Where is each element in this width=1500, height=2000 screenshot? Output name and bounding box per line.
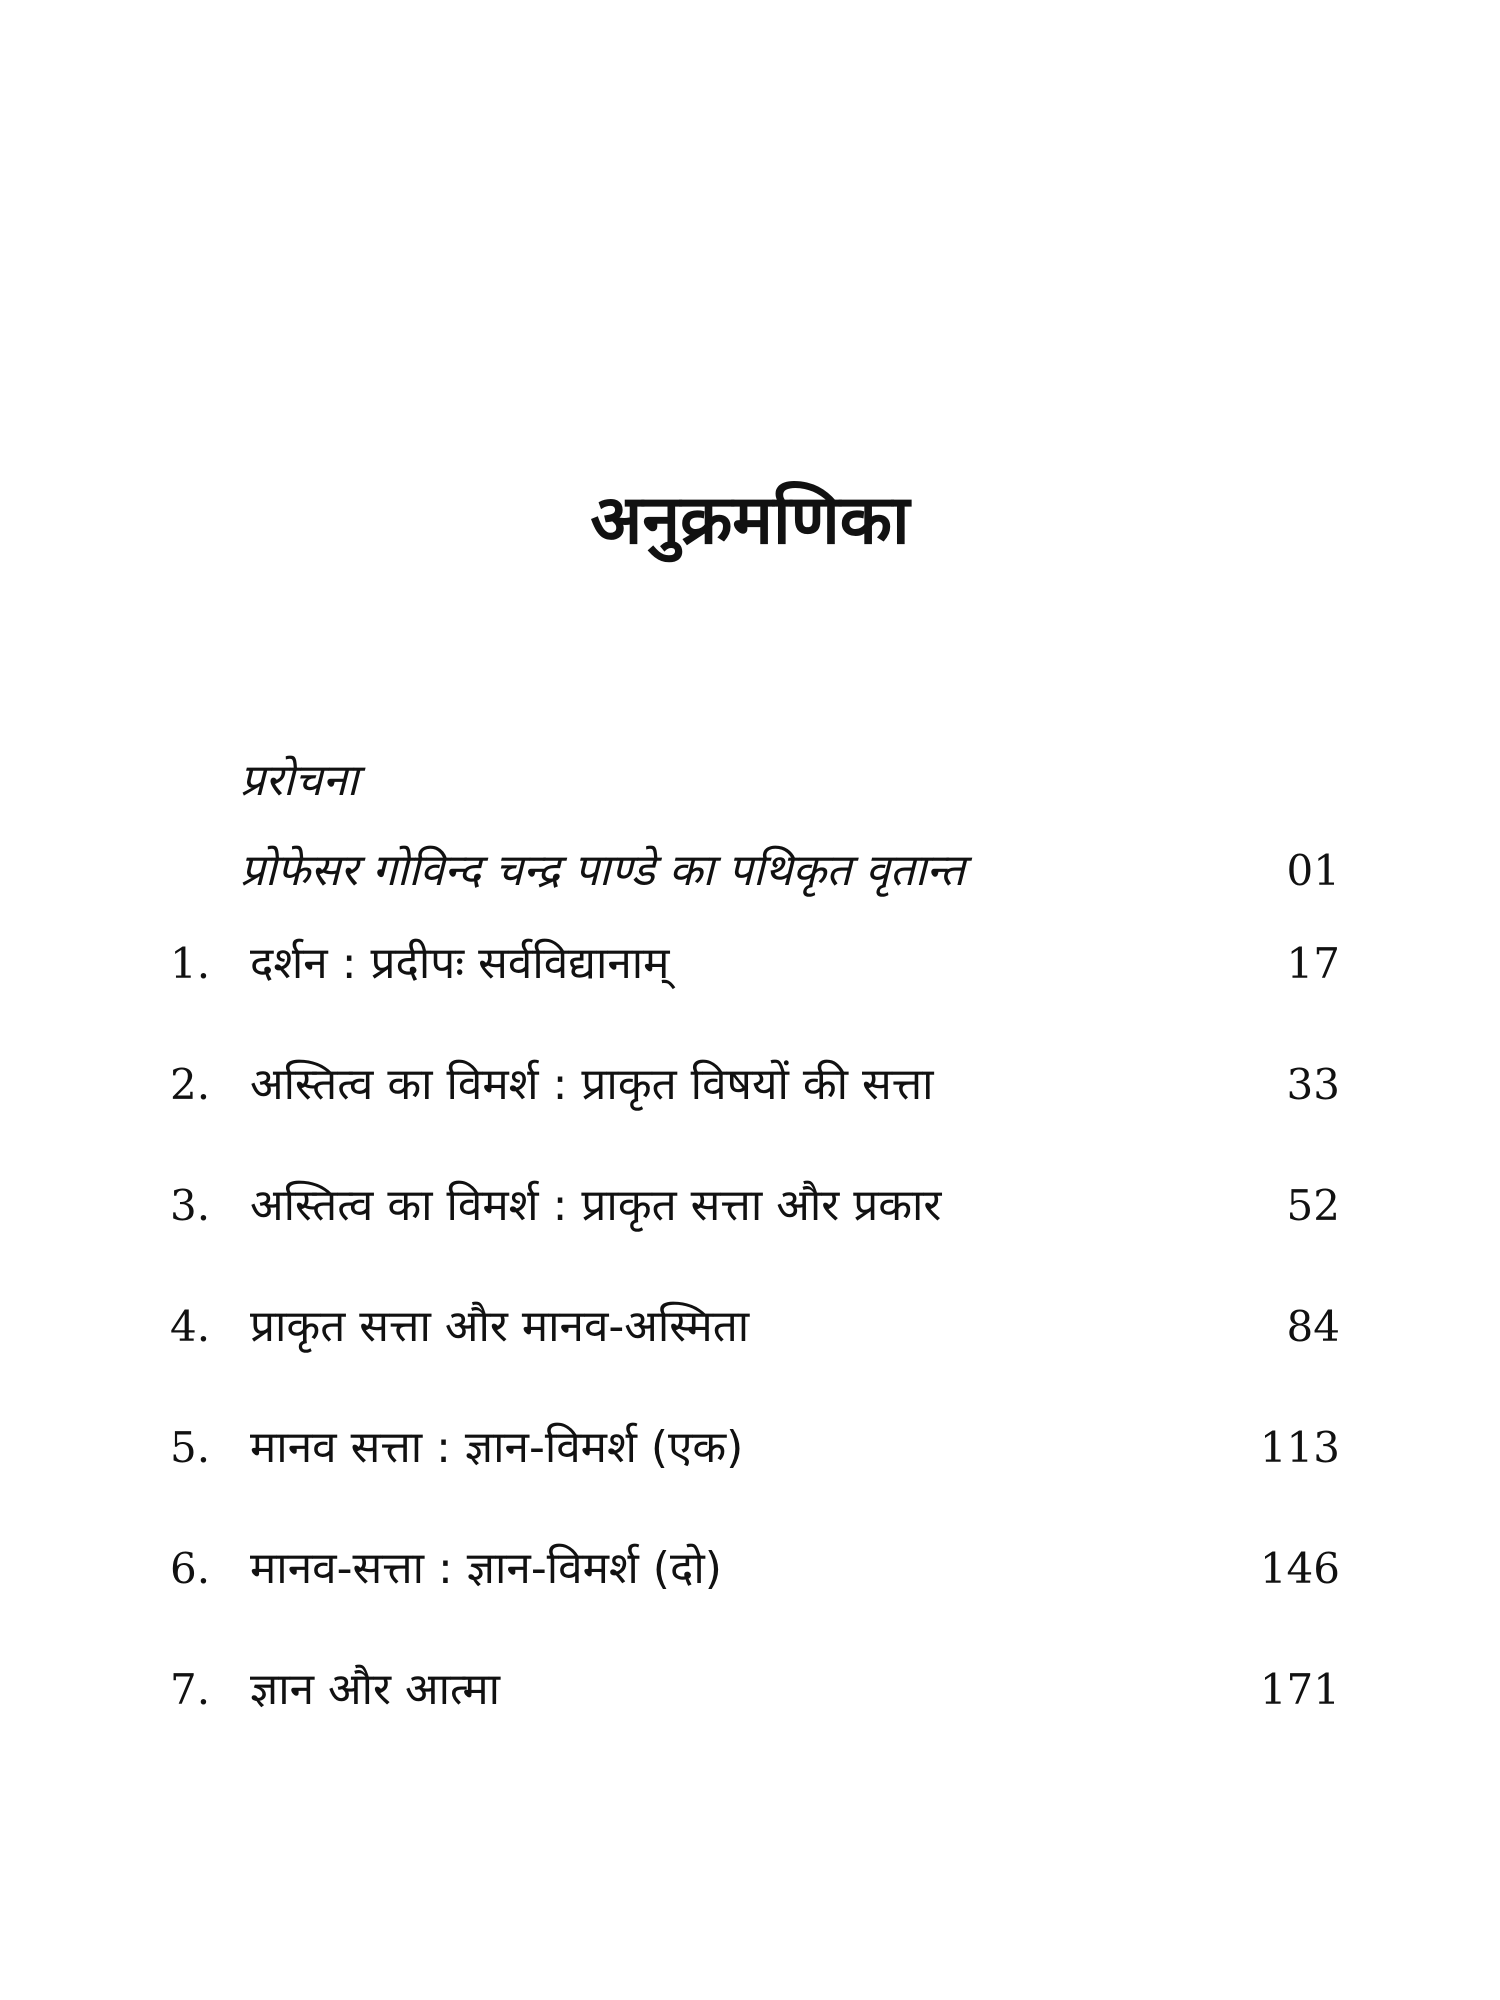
chapter-entry-7 — [170, 1661, 1340, 1782]
page-title: अनुक्रमणिका — [590, 481, 910, 560]
chapter-list — [170, 935, 1340, 1782]
chapter-number: 5. — [170, 1423, 211, 1472]
chapter-entry-3 — [170, 1177, 1340, 1298]
chapter-title: अस्तित्व का विमर्श : प्राकृत विषयों की सत्ता — [250, 1059, 934, 1110]
preface-entry — [240, 752, 1340, 922]
chapter-page-number: 52 — [1286, 1181, 1340, 1230]
chapter-entry-6 — [170, 1540, 1340, 1661]
chapter-entry-4 — [170, 1298, 1340, 1419]
chapter-number: 1. — [170, 939, 211, 988]
chapter-entry-1 — [170, 935, 1340, 1056]
chapter-entry-2 — [170, 1056, 1340, 1177]
chapter-entry-5 — [170, 1419, 1340, 1540]
preface-line — [240, 842, 1340, 922]
chapter-title: मानव-सत्ता : ज्ञान-विमर्श (दो) — [250, 1543, 722, 1594]
chapter-title: मानव सत्ता : ज्ञान-विमर्श (एक) — [250, 1422, 744, 1473]
preface-label: प्ररोचना — [240, 755, 359, 806]
chapter-title: प्राकृत सत्ता और मानव-अस्मिता — [250, 1301, 750, 1352]
chapter-number: 2. — [170, 1060, 211, 1109]
chapter-page-number: 17 — [1286, 939, 1340, 988]
preface-page-number: 01 — [1286, 846, 1340, 895]
chapter-page-number: 84 — [1286, 1302, 1340, 1351]
chapter-number: 4. — [170, 1302, 211, 1351]
chapter-number: 6. — [170, 1544, 211, 1593]
chapter-page-number: 33 — [1286, 1060, 1340, 1109]
chapter-page-number: 146 — [1259, 1544, 1340, 1593]
chapter-number: 7. — [170, 1665, 211, 1714]
preface-subtitle: प्रोफेसर गोविन्द चन्द्र पाण्डे का पथिकृत वृतान्त — [240, 845, 965, 896]
chapter-title: ज्ञान और आत्मा — [250, 1664, 501, 1715]
chapter-title: अस्तित्व का विमर्श : प्राकृत सत्ता और प्रकार — [250, 1180, 942, 1231]
chapter-page-number: 171 — [1259, 1665, 1340, 1714]
chapter-page-number: 113 — [1259, 1423, 1340, 1472]
chapter-title: दर्शन : प्रदीपः सर्वविद्यानाम् — [250, 938, 670, 989]
chapter-number: 3. — [170, 1181, 211, 1230]
